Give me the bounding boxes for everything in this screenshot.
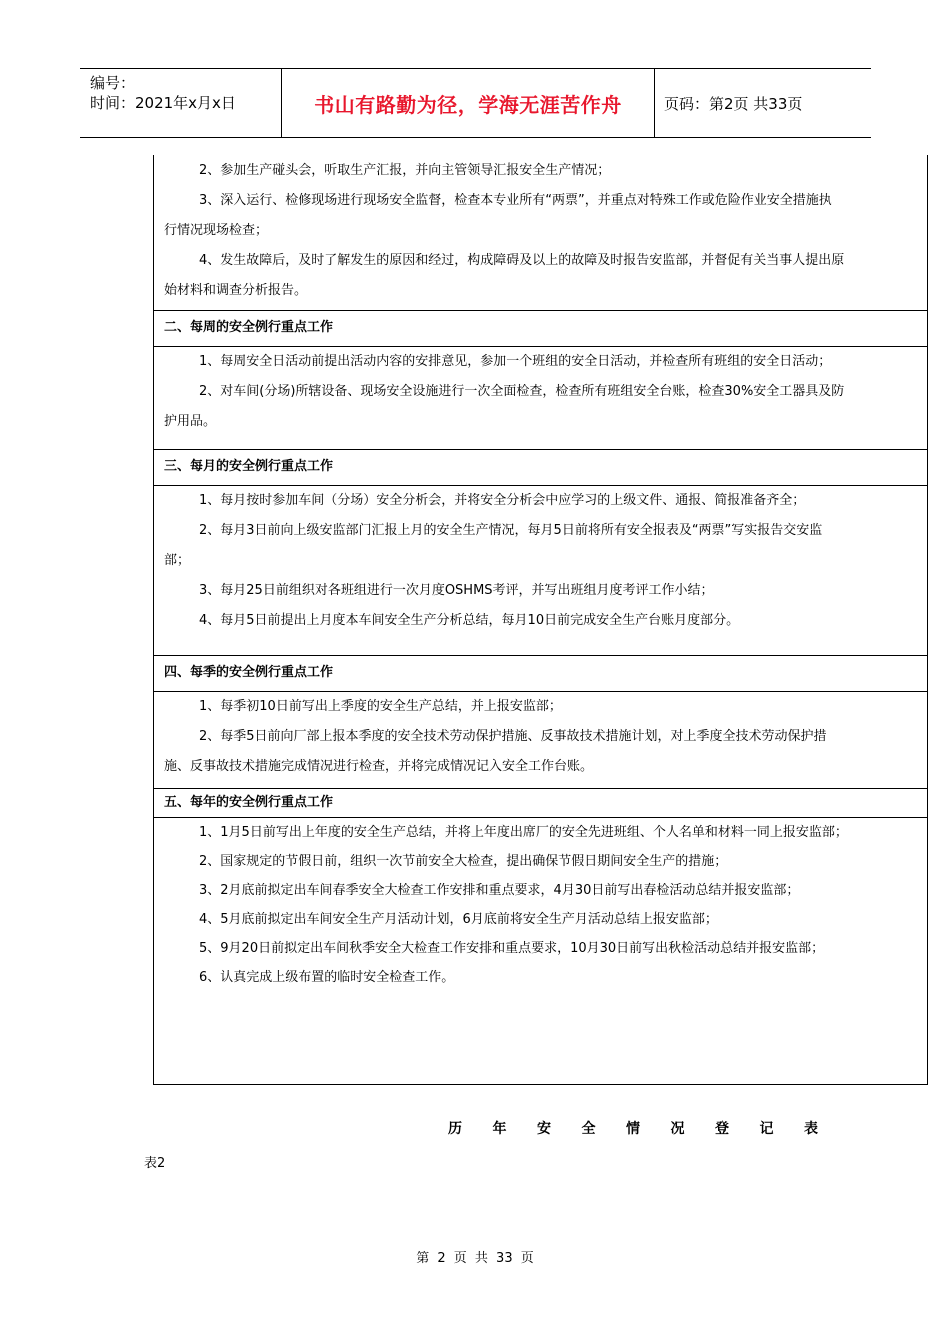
page-footer: 第 2 页 共 33 页 — [416, 1251, 534, 1266]
row-divider — [154, 788, 927, 789]
list-item: 2、每季5日前向厂部上报本季度的安全技术劳动保护措施、反事故技术措施计划，对上季度全技术劳动保护措 — [199, 729, 827, 744]
table-label: 表2 — [144, 1156, 166, 1171]
list-item: 护用品。 — [164, 414, 217, 429]
duty-table — [153, 155, 928, 1085]
title-char: 全 — [581, 1121, 596, 1137]
row-divider — [154, 655, 927, 656]
list-item: 3、深入运行、检修现场进行现场安全监督，检查本专业所有“两票”，并重点对特殊工作或危险作业安全措施执 — [199, 193, 832, 208]
section-title-monthly: 三、每月的安全例行重点工作 — [164, 459, 334, 474]
register-table-title — [448, 1118, 818, 1138]
list-item: 行情况现场检查； — [164, 223, 269, 238]
row-divider — [154, 691, 927, 692]
list-item: 1、每季初10日前写出上季度的安全生产总结，并上报安监部； — [199, 699, 562, 714]
row-divider — [154, 310, 927, 311]
page-header — [80, 68, 871, 138]
row-divider — [154, 817, 927, 818]
title-char: 年 — [492, 1121, 507, 1137]
section-title-weekly: 二、每周的安全例行重点工作 — [164, 320, 334, 335]
header-divider — [654, 69, 655, 137]
list-item: 2、国家规定的节假日前，组织一次节前安全大检查，提出确保节假日期间安全生产的措施； — [199, 854, 728, 869]
title-char: 况 — [670, 1121, 685, 1137]
title-char: 登 — [715, 1121, 729, 1137]
list-item: 4、每月5日前提出上月度本车间安全生产分析总结，每月10日前完成安全生产台账月度部分。 — [199, 613, 740, 628]
row-divider — [154, 449, 927, 450]
list-item: 2、参加生产碰头会，听取生产汇报，并向主管领导汇报安全生产情况； — [199, 163, 611, 178]
list-item: 1、每月按时参加车间（分场）安全分析会，并将安全分析会中应学习的上级文件、通报、简报准备齐全； — [199, 493, 806, 508]
header-page-info: 页码：第2页 共33页 — [664, 94, 803, 113]
title-char: 安 — [537, 1121, 551, 1137]
section-title-yearly: 五、每年的安全例行重点工作 — [164, 795, 334, 810]
row-divider — [154, 485, 927, 486]
header-motto: 书山有路勤为径，学海无涯苦作舟 — [314, 92, 622, 117]
document-time-label: 时间：2021年x月x日 — [90, 94, 236, 112]
header-meta — [90, 73, 236, 113]
list-item: 施、反事故技术措施完成情况进行检查，并将完成情况记入安全工作台账。 — [164, 759, 594, 774]
list-item: 5、9月20日前拟定出车间秋季安全大检查工作安排和重点要求，10月30日前写出秋检活动总结并报安监部； — [199, 941, 825, 956]
title-char: 情 — [626, 1121, 640, 1137]
row-divider — [154, 346, 927, 347]
list-item: 2、对车间(分场)所辖设备、现场安全设施进行一次全面检查，检查所有班组安全台账，检查30%安全工器具及防 — [199, 384, 845, 399]
list-item: 始材料和调查分析报告。 — [164, 283, 308, 298]
title-char: 历 — [448, 1121, 462, 1137]
title-char: 表 — [804, 1121, 818, 1137]
list-item: 2、每月3日前向上级安监部门汇报上月的安全生产情况，每月5日前将所有安全报表及“两票”写实报告交安监 — [199, 523, 823, 538]
list-item: 部； — [164, 553, 191, 568]
list-item: 1、1月5日前写出上年度的安全生产总结，并将上年度出席厂的安全先进班组、个人名单和材料一同上报安监部； — [199, 825, 848, 840]
list-item: 3、2月底前拟定出车间春季安全大检查工作安排和重点要求，4月30日前写出春检活动总结并报安监部； — [199, 883, 800, 898]
list-item: 1、每周安全日活动前提出活动内容的安排意见，参加一个班组的安全日活动，并检查所有班组的安全日活动； — [199, 354, 832, 369]
title-char: 记 — [759, 1121, 774, 1137]
list-item: 4、发生故障后，及时了解发生的原因和经过，构成障碍及以上的故障及时报告安监部，并督促有关当事人提出原 — [199, 253, 845, 268]
list-item: 6、认真完成上级布置的临时安全检查工作。 — [199, 970, 455, 985]
list-item: 4、5月底前拟定出车间安全生产月活动计划，6月底前将安全生产月活动总结上报安监部； — [199, 912, 718, 927]
list-item: 3、每月25日前组织对各班组进行一次月度OSHMS考评，并写出班组月度考评工作小结； — [199, 583, 714, 598]
document-number-label: 编号： — [90, 74, 136, 92]
section-title-quarterly: 四、每季的安全例行重点工作 — [164, 665, 334, 680]
